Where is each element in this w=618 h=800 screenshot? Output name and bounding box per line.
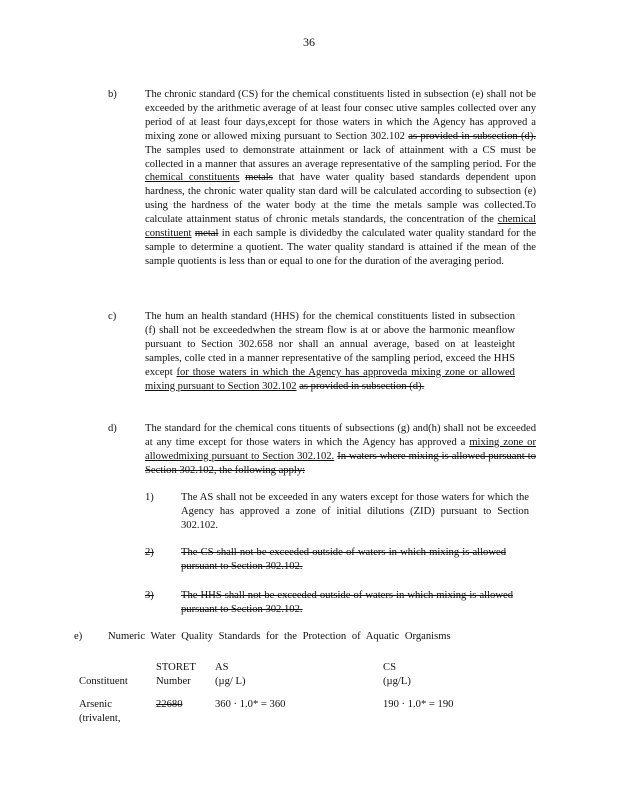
header-cs	[383, 661, 499, 689]
header-as-line1: AS	[215, 662, 229, 673]
item-d2-number: 2)	[145, 547, 154, 558]
item-b-text-3: that have water quality based standards dependent upon hardness, the chronic water quality stan dard will be calculated according to subsection (e) using the hardness of the water body at the time the metals sample was collected.To calculate attainment status of chronic metals standards, the concentration of the	[145, 172, 536, 226]
cell-cs: 190 · 1.0* = 190	[383, 698, 454, 710]
item-d3-number: 3)	[145, 590, 154, 601]
item-b-text-4: in each sample is dividedby the calculated water quality standard for the sample to determine a quotient. The water quality standard is attained if the mean of the sample quotients is less than or equal to one for the duration of the averaging period.	[145, 228, 536, 267]
item-d-label: d)	[108, 423, 117, 434]
header-cs-line2: (µg/L)	[383, 675, 411, 687]
header-cs-line1: CS	[383, 662, 396, 673]
item-d1-text: The AS shall not be exceeded in any waters except for those waters for which the Agency has approved a zone of initial dilutions (ZID) pursuant to Section 302.102.	[181, 492, 529, 531]
item-d2-text: The CS shall not be exceeded outside of waters in which mixing is allowed pursuant to Section 302.102.	[181, 547, 506, 572]
item-c-paragraph	[145, 310, 515, 393]
cell-as: 360 · 1.0* = 360	[215, 698, 286, 710]
cell-constituent	[79, 689, 156, 726]
header-storet-line2: Number	[156, 675, 191, 687]
item-d3-text: The HHS shall not be exceeded outside of waters in which mixing is allowed pursuant to Section 302.102.	[181, 590, 513, 615]
item-b-text-1: The chronic standard (CS) for the chemical constituents listed in subsection (e) shall not be exceeded by the arithmetic average of at least four consec utive samples collected over any period of at least four days,except for those waters in which the Agency has approved a mixing zone or allowed mixing pursuant to Section 302.102	[145, 89, 536, 142]
item-b-deleted-1: as provided in subsection (d).	[408, 130, 536, 142]
item-c-deleted-1: as provided in subsection (d).	[299, 380, 425, 392]
cell-constituent-line1: Arsenic	[79, 698, 112, 710]
cell-constituent-line2: (trivalent,	[79, 712, 121, 724]
header-constituent: Constituent	[79, 676, 128, 687]
item-b-deleted-3: metal	[194, 228, 219, 240]
header-storet-line1: STORET	[156, 662, 196, 673]
item-b-inserted-1: chemical constituents	[145, 172, 240, 184]
item-d-deleted-1: In waters where mixing is allowed pursuant to Section 302.102, the following apply:	[145, 450, 536, 476]
item-d1-number: 1)	[145, 492, 154, 503]
table-header-row	[79, 661, 499, 689]
header-as-line2: (µg/ L)	[215, 675, 246, 687]
item-b-inserted-2: chemical constituent	[145, 214, 536, 240]
water-quality-table	[79, 661, 499, 726]
item-d-text-1: The standard for the chemical cons tituents of subsections (g) and(h) shall not be exceeded at any time except for those waters in which the Agency has approved a	[145, 423, 536, 448]
item-e-title: Numeric Water Quality Standards for the Protection of Aquatic Organisms	[108, 631, 451, 642]
item-b-text-2: The samples used to demonstrate attainment or lack of attainment with a CS must be collected in a manner that assures an average representative of the sampling period. For the	[145, 144, 536, 170]
item-d-inserted-1: mixing zone or allowedmixing pursuant to Section 302.102.	[145, 436, 536, 462]
item-b-paragraph	[145, 88, 536, 269]
header-storet	[156, 661, 215, 689]
header-as	[215, 661, 383, 689]
item-c-text-1: The hum an health standard (HHS) for the chemical constituents listed in subsection (f) shall not be exceededwhen the stream flow is at or above the harmonic meanflow pursuant to Section 302.658 nor shall an annual average, based on at leasteight samples, colle cted in a manner representative of the sampling period, exceed the HHS except	[145, 311, 515, 378]
cell-storet-value: 22680	[156, 698, 183, 710]
table-row	[79, 689, 499, 726]
cell-storet	[156, 689, 215, 726]
item-e-label: e)	[74, 631, 83, 642]
page-number: 36	[303, 35, 315, 49]
item-c-inserted-1: for those waters in which the Agency has approveda mixing zone or allowed mixing pursuant to Section 302.102	[145, 366, 515, 392]
item-c-label: c)	[108, 311, 117, 322]
item-b-label: b)	[108, 89, 117, 100]
item-d-paragraph	[145, 422, 536, 478]
item-b-deleted-2: metals	[245, 172, 273, 184]
